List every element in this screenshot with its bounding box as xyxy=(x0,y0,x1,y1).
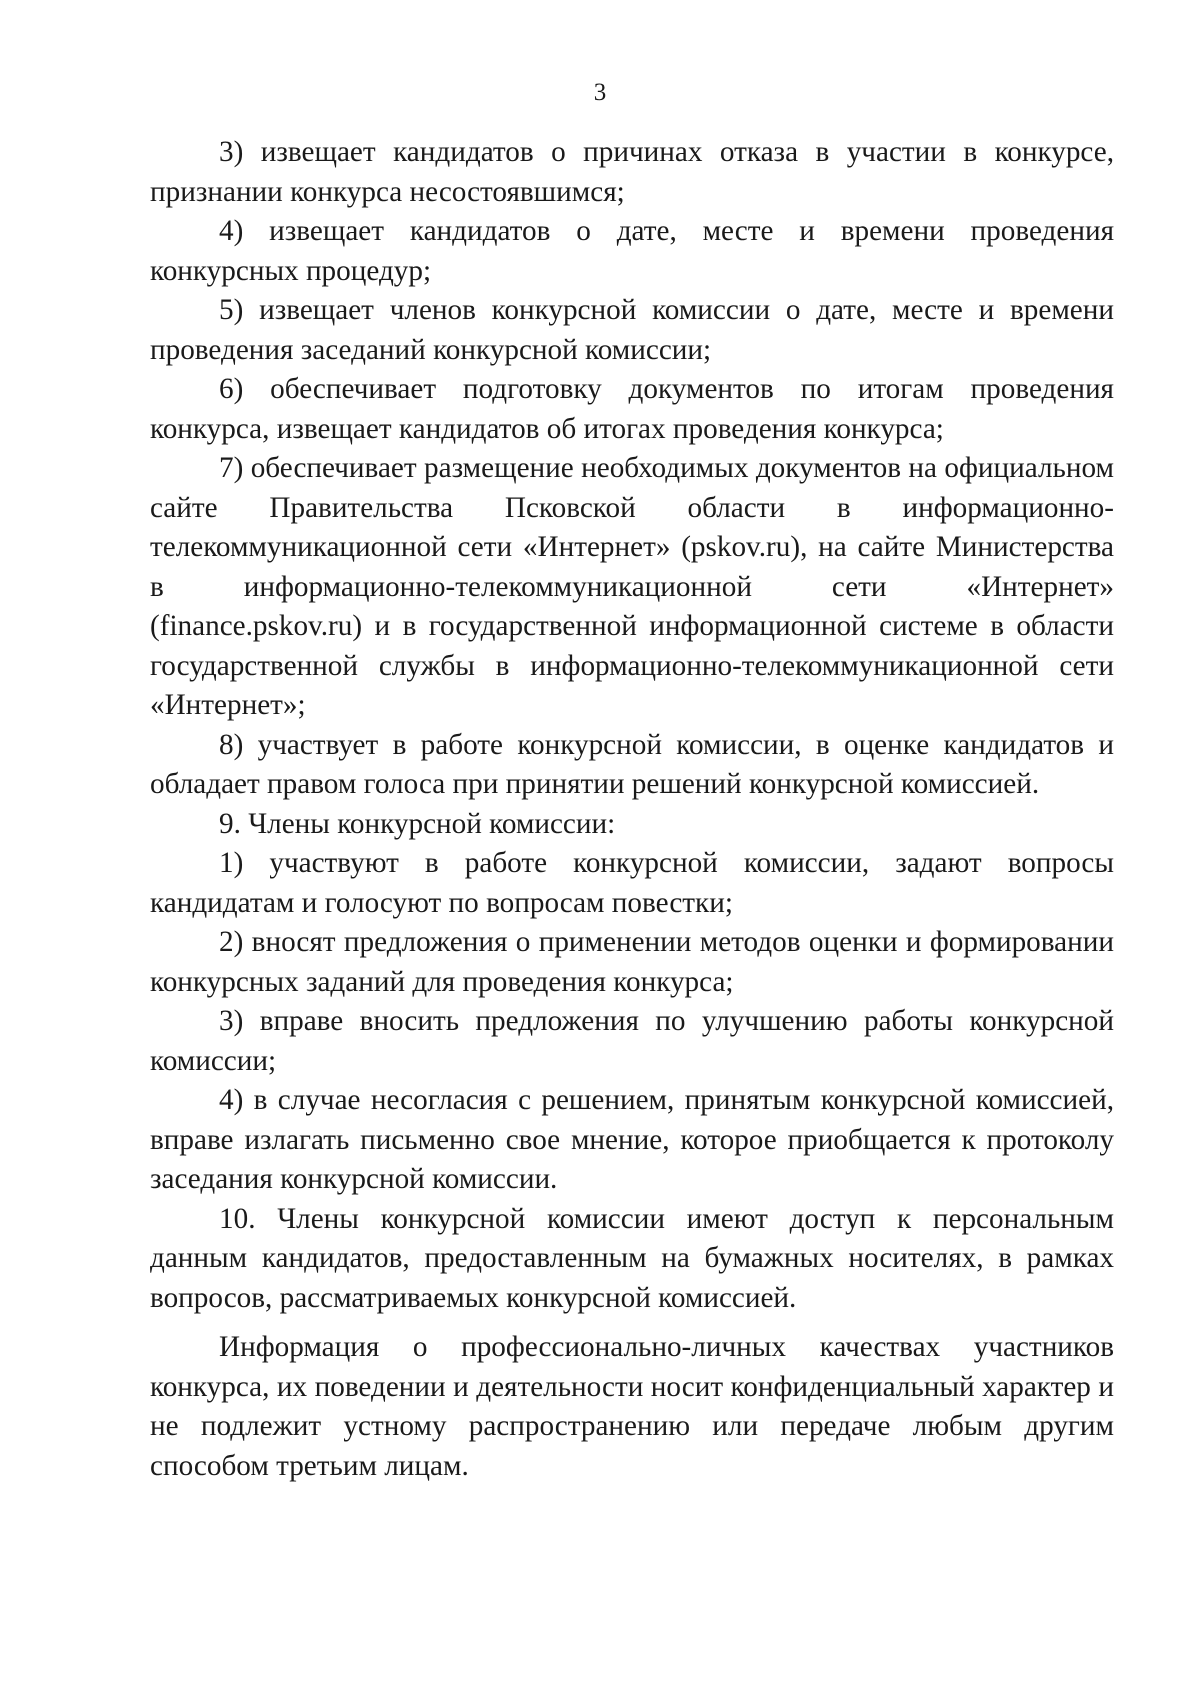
paragraph-clause-10: 10. Члены конкурсной комиссии имеют доступ к персональным данным кандидатов, предоставленным на бумажных носителях, в рамках вопросов, рассматриваемых конкурсной комиссией. xyxy=(150,1202,1114,1314)
paragraph-item-4: 4) извещает кандидатов о дате, месте и времени проведения конкурсных процедур; xyxy=(150,215,1114,287)
paragraph-item-9-1: 1) участвуют в работе конкурсной комиссии, задают вопросы кандидатам и голосуют по вопросам повестки; xyxy=(150,847,1114,919)
document-body xyxy=(150,133,1114,1486)
paragraph-item-9-3: 3) вправе вносить предложения по улучшению работы конкурсной комиссии; xyxy=(150,1005,1114,1077)
paragraph-item-7: 7) обеспечивает размещение необходимых документов на официальном сайте Правительства Псковской области в информационно-телекоммуникационной сети «Интернет» (pskov.ru), на сайте Министерства в информационно-телекоммуникационной сети «Интернет» (finance.pskov.ru) и в государственной информационной системе в области государственной службы в информационно-телекоммуникационной сети «Интернет»; xyxy=(150,452,1114,721)
paragraph-item-9-4: 4) в случае несогласия с решением, принятым конкурсной комиссией, вправе излагать письменно свое мнение, которое приобщается к протоколу заседания конкурсной комиссии. xyxy=(150,1084,1114,1195)
paragraph-clause-9: 9. Члены конкурсной комиссии: xyxy=(219,807,616,840)
page-number: 3 xyxy=(593,79,607,106)
paragraph-confidentiality: Информация о профессионально-личных качествах участников конкурса, их поведении и деятельности носит конфиденциальный характер и не подлежит устному распространению или передаче любым другим способом третьим лицам. xyxy=(150,1331,1114,1482)
paragraph-item-9-2: 2) вносят предложения о применении методов оценки и формировании конкурсных заданий для проведения конкурса; xyxy=(150,926,1114,998)
paragraph-item-3: 3) извещает кандидатов о причинах отказа в участии в конкурсе, признании конкурса несостоявшимся; xyxy=(150,136,1114,208)
paragraph-item-5: 5) извещает членов конкурсной комиссии о дате, месте и времени проведения заседаний конкурсной комиссии; xyxy=(150,294,1114,366)
paragraph-item-6: 6) обеспечивает подготовку документов по итогам проведения конкурса, извещает кандидатов об итогах проведения конкурса; xyxy=(150,373,1114,445)
paragraph-item-8: 8) участвует в работе конкурсной комиссии, в оценке кандидатов и обладает правом голоса при принятии решений конкурсной комиссией. xyxy=(150,728,1114,800)
